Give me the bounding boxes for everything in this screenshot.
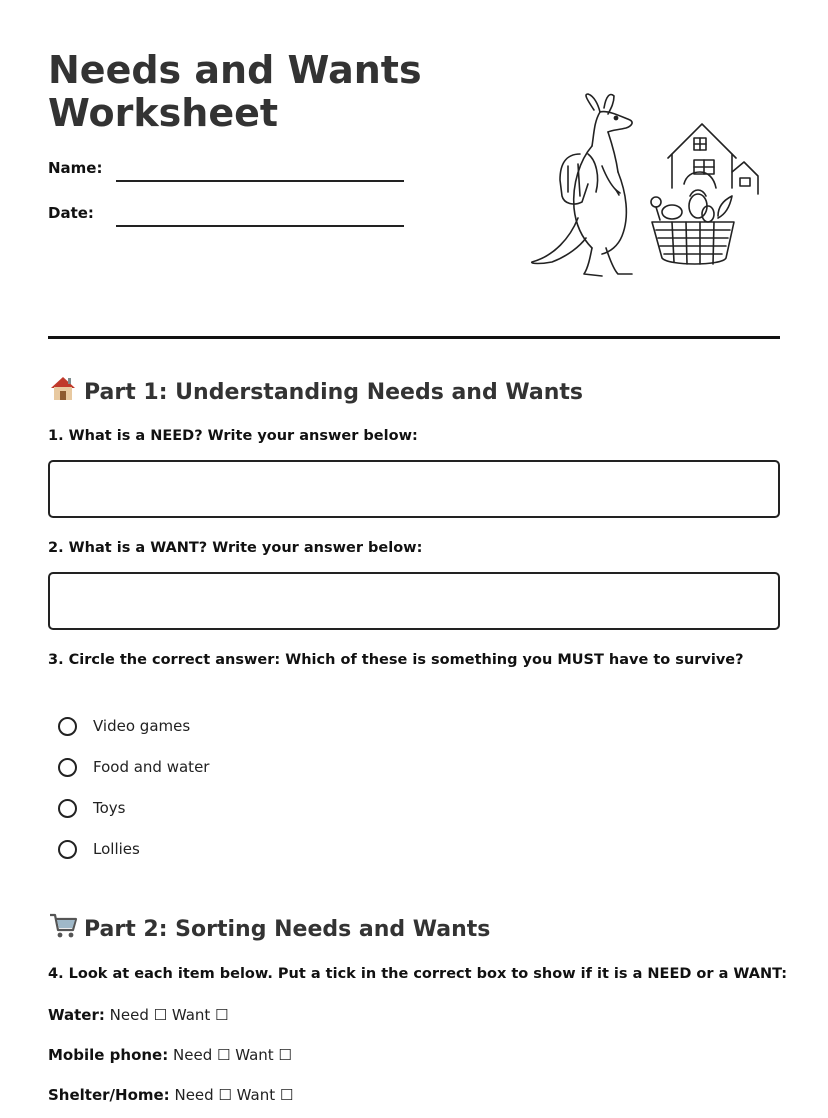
basket-drawing (651, 172, 734, 264)
sort-item-label: Mobile phone: (48, 1046, 169, 1064)
sort-item-label: Shelter/Home: (48, 1086, 170, 1104)
need-answer-box[interactable] (48, 460, 780, 518)
header-divider (48, 336, 780, 339)
option-video-games[interactable] (58, 714, 190, 738)
question-3: 3. Circle the correct answer: Which of these is something you MUST have to survive? (48, 652, 744, 668)
want-answer-box[interactable] (48, 572, 780, 630)
title-line-1: Needs and Wants (48, 48, 422, 92)
kangaroo-drawing (532, 94, 632, 276)
kangaroo-house-basket-illustration (522, 88, 762, 284)
sort-item-label: Water: (48, 1006, 105, 1024)
option-label: Toys (93, 799, 126, 817)
question-4: 4. Look at each item below. Put a tick in the correct box to show if it is a NEED or a WANT: (48, 966, 788, 982)
sort-item-water[interactable] (48, 1006, 229, 1024)
radio-circle[interactable] (58, 717, 77, 736)
name-label: Name: (48, 159, 103, 177)
radio-circle[interactable] (58, 840, 77, 859)
date-line[interactable] (116, 225, 404, 227)
need-want-checkboxes[interactable]: Need ☐ Want ☐ (109, 1006, 229, 1024)
option-food-and-water[interactable] (58, 755, 209, 779)
option-label: Food and water (93, 758, 210, 776)
date-label: Date: (48, 204, 94, 222)
option-label: Video games (93, 717, 191, 735)
shopping-cart-icon (48, 911, 78, 939)
house-icon (48, 374, 78, 402)
house-drawing (668, 124, 758, 194)
need-want-checkboxes[interactable]: Need ☐ Want ☐ (174, 1086, 294, 1104)
name-line[interactable] (116, 180, 404, 182)
question-1: 1. What is a NEED? Write your answer below: (48, 428, 418, 444)
option-label: Lollies (93, 840, 140, 858)
part2-heading: Part 2: Sorting Needs and Wants (48, 911, 490, 942)
part1-heading: Part 1: Understanding Needs and Wants (48, 374, 583, 405)
page-title (48, 49, 448, 135)
need-want-checkboxes[interactable]: Need ☐ Want ☐ (173, 1046, 292, 1064)
question-2: 2. What is a WANT? Write your answer below: (48, 540, 423, 556)
sort-item-mobile-phone[interactable] (48, 1046, 292, 1064)
radio-circle[interactable] (58, 758, 77, 777)
radio-circle[interactable] (58, 799, 77, 818)
option-toys[interactable] (58, 796, 125, 820)
title-line-2: Worksheet (48, 91, 279, 135)
option-lollies[interactable] (58, 837, 140, 861)
sort-item-shelter-home[interactable] (48, 1086, 293, 1104)
